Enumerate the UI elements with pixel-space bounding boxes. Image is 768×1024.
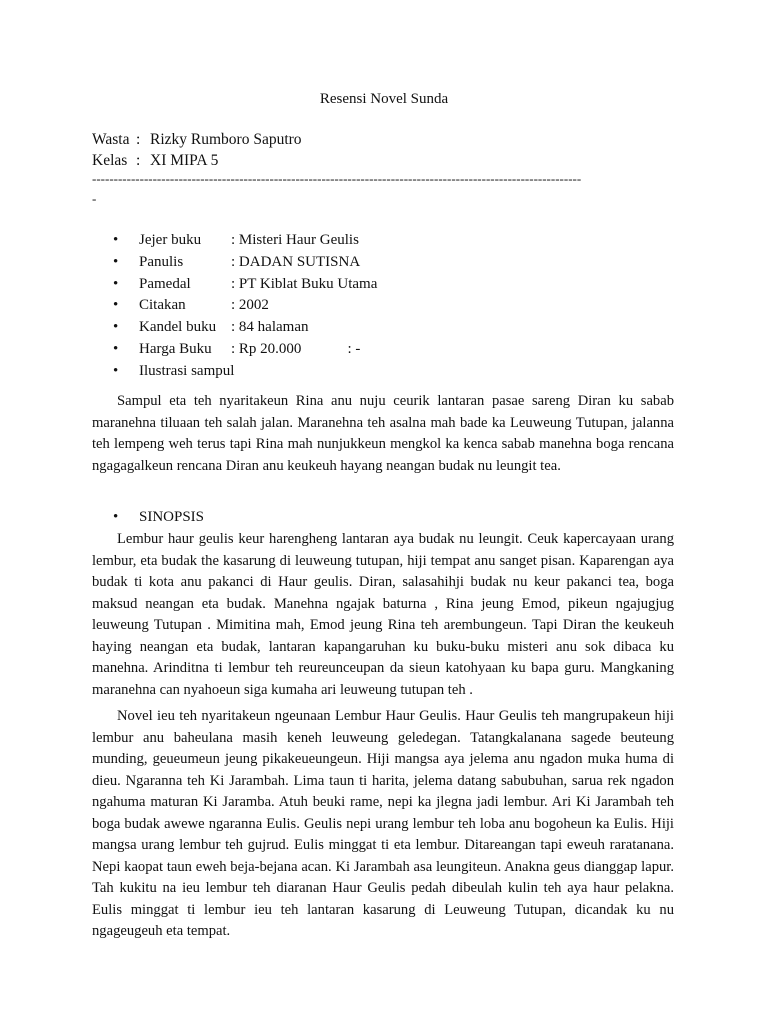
- bullet-icon: •: [113, 253, 119, 270]
- class-colon: :: [136, 152, 141, 169]
- info-item-jejer-buku: [0, 230, 377, 252]
- bullet-icon: •: [113, 232, 119, 248]
- synopsis-heading-text: SINOPSIS: [139, 509, 205, 525]
- info-value: : DADAN SUTISNA: [231, 253, 361, 270]
- synopsis-heading: [0, 507, 204, 528]
- info-key: Citakan: [139, 297, 186, 314]
- info-value: : PT Kiblat Buku Utama: [231, 275, 378, 292]
- bullet-icon: •: [113, 319, 119, 336]
- synopsis-paragraph-2: Novel ieu teh nyaritakeun ngeunaan Lembur Haur Geulis. Haur Geulis teh mangrupakeun hiji lembur anu baheulana masih keneh leuweung geledegan. Tatangkalanana sagede beuteung munding, geueumeun jeung pikakeueungeun. Hiji mangsa aya jelema anu ngadon muka huma di dieu. Ngaranna teh Ki Jarambah. Lima taun ti harita, jelema datang sabubuhan, sarua rek ngadon ngahuma maturan Ki Jaramba. Atuh beuki rame, nepi ka jlegna jadi lembur. Ari Ki Jarambah teh boga budak awewe ngaranna Eulis. Geulis nepi urang lembur teh loba anu bogoheun ka Eulis. Hiji mangsa urang lembur teh gujrud. Eulis minggat ti eta lembur. Ditareangan tapi eweuh raratanana. Nepi kaopat taun eweh beja-bejana acan. Ki Jarambah asa leungiteun. Anakna geus dianggap lapur. Tah kukitu na ieu lembur teh diaranan Haur Geulis pedah dibeulah kulin teh aya haur pelakna. Eulis minggat ti lembur ieu teh lantaran kasarung di Leuweung Tutupan, dicandak ku nu ngageugeuh eta tempat.: [92, 708, 674, 939]
- author-line: [92, 130, 302, 150]
- info-key: Panulis: [139, 253, 184, 270]
- book-info-list: [0, 230, 377, 383]
- info-key: Jejer buku: [139, 232, 202, 248]
- info-key: Kandel buku: [139, 319, 217, 336]
- info-key: Harga Buku: [139, 340, 212, 357]
- document-title: Resensi Novel Sunda: [319, 91, 449, 107]
- bullet-icon: •: [113, 340, 119, 357]
- info-item-citakan: [0, 295, 377, 317]
- info-item-pamedal: [0, 274, 377, 296]
- class-label: Kelas: [92, 152, 128, 169]
- info-item-kandel-buku: [0, 317, 377, 339]
- cover-paragraph: Sampul eta teh nyaritakeun Rina anu nuju ceurik lantaran pasae sareng Diran ku sabab maranehna tiluaan teh salah jalan. Maranehna teh asalna mah bade ka Leuweung Tutupan, jalanna teh lempeng weh terus tapi Rina mah nunjukkeun mengkol ka kenca sabab manehna boga rencana ngagagalkeun rencana Diran anu keukeuh hayang neangan budak nu leungit tea.: [92, 393, 674, 474]
- info-value: : 84 halaman: [231, 319, 309, 336]
- class-line: [92, 151, 218, 171]
- separator-line: -----------------------------------------------------------------------------------------------------------------: [92, 172, 582, 186]
- bullet-icon: •: [113, 509, 119, 525]
- synopsis-paragraph-1: Lembur haur geulis keur harengheng lantaran aya budak nu leungit. Ceuk kapercayaan urang lembur, eta budak the kasarung di leuweung tutupan, hiji tempat anu sanget pisan. Kaparengan aya budak ti kota anu pakanci di Haur geulis. Diran, salasahihji budak nu keur pakanci tea, boga maksud neangan eta budak. Manehna ngajak baturna , Rina jeung Emod, pikeun ngajugjug leuweung Tutupan . Mimitina mah, Emod jeung Rina teh arembungeun. Tapi Diran the keukeuh haying neangan eta budak, lantaran kapangaruhan ku buku-buku misteri anu sok dibaca ku manehna. Arinditna ti lembur teh reureunceupan da sieun katohyaan ku bapa guru. Mangkaning maranehna can nyahoeun siga kumaha ari leuweung tutupan teh .: [92, 531, 674, 698]
- author-colon: :: [136, 131, 141, 148]
- bullet-icon: •: [113, 275, 119, 292]
- info-value: : Rp 20.000: [231, 340, 302, 357]
- info-extra: : -: [347, 340, 361, 357]
- info-item-ilustrasi-sampul: [0, 361, 377, 383]
- info-key: Pamedal: [139, 275, 191, 292]
- separator-tail: -: [92, 191, 97, 206]
- author-value: Rizky Rumboro Saputro: [150, 131, 302, 148]
- info-value: : 2002: [231, 297, 269, 314]
- author-label: Wasta: [92, 131, 130, 148]
- bullet-icon: •: [113, 362, 119, 379]
- info-item-panulis: [0, 252, 377, 274]
- info-value: : Misteri Haur Geulis: [231, 232, 359, 248]
- info-item-harga-buku: [0, 339, 377, 361]
- info-key: Ilustrasi sampul: [139, 362, 235, 379]
- class-value: XI MIPA 5: [150, 152, 219, 169]
- bullet-icon: •: [113, 297, 119, 314]
